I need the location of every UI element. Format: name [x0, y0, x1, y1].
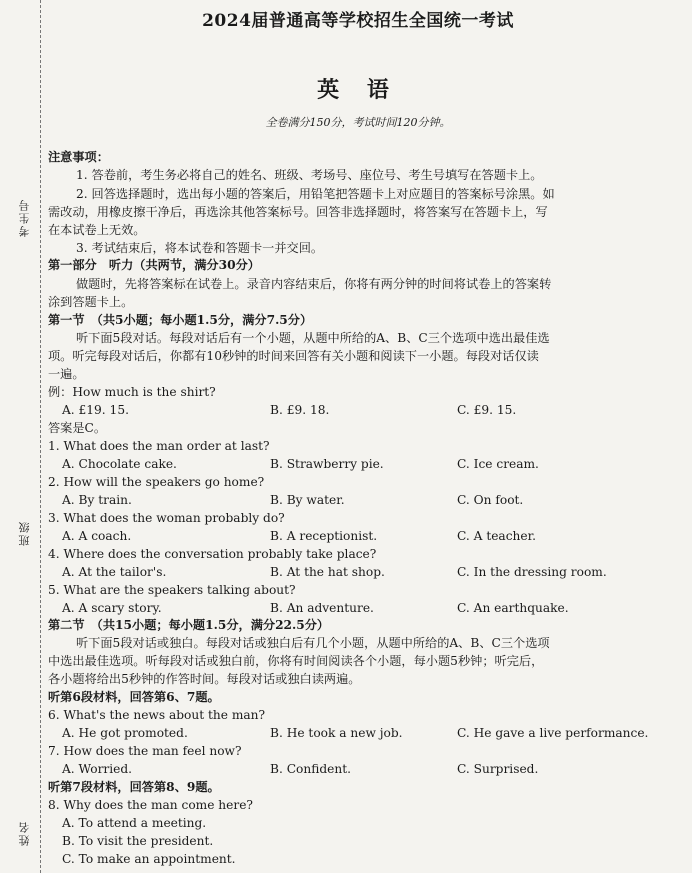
question-1-option-a: A. Chocolate cake. — [62, 457, 177, 471]
section1-heading: 第一节 （共5小题；每小题1.5分，满分7.5分） — [48, 313, 313, 327]
question-5: 5. What are the speakers talking about? — [48, 583, 296, 597]
question-4-option-b: B. At the hat shop. — [270, 565, 385, 579]
note-item: 1. 答卷前，考生务必将自己的姓名、班级、考场号、座位号、考生号填写在答题卡上。 — [76, 168, 543, 182]
exam-title: 2024届普通高等学校招生全国统一考试 — [202, 11, 514, 31]
question-3-option-a: A. A coach. — [62, 529, 132, 543]
question-8: 8. Why does the man come here? — [48, 798, 253, 812]
question-3-option-b: B. A receptionist. — [270, 529, 378, 543]
part1-heading: 第一部分 听力（共两节，满分30分） — [48, 258, 260, 272]
question-7-option-a: A. Worried. — [62, 762, 133, 776]
material-7-heading: 听第7段材料，回答第8、9题。 — [48, 780, 220, 794]
question-4: 4. Where does the conversation probably take place? — [48, 547, 377, 561]
example-option-c: C. £9. 15. — [457, 403, 517, 417]
question-6-option-b: B. He took a new job. — [270, 726, 403, 740]
section2-instructions: 听下面5段对话或独白。每段对话或独白后有几个小题，从题中所给的A、B、C三个选项 — [76, 636, 550, 650]
example-option-b: B. £9. 18. — [270, 403, 330, 417]
example-option-a: A. £19. 15. — [62, 403, 129, 417]
question-2: 2. How will the speakers go home? — [48, 475, 265, 489]
question-1-option-b: B. Strawberry pie. — [270, 457, 384, 471]
score-info: 全卷满分150分，考试时间120分钟。 — [265, 116, 451, 129]
note-item: 3. 考试结束后，将本试卷和答题卡一并交回。 — [76, 241, 324, 255]
question-5-option-b: B. An adventure. — [270, 601, 374, 615]
notes-heading: 注意事项： — [48, 150, 109, 164]
question-1: 1. What does the man order at last? — [48, 439, 270, 453]
question-8-option-a: A. To attend a meeting. — [62, 816, 207, 830]
subject-title: 英 语 — [317, 77, 399, 103]
question-4-option-a: A. At the tailor's. — [62, 565, 167, 579]
question-3: 3. What does the woman probably do? — [48, 511, 285, 525]
question-7: 7. How does the man feel now? — [48, 744, 242, 758]
question-7-option-b: B. Confident. — [270, 762, 351, 776]
question-4-option-c: C. In the dressing room. — [457, 565, 607, 579]
binding-margin-line — [40, 0, 41, 873]
question-2-option-a: A. By train. — [62, 493, 132, 507]
part1-intro: 涂到答题卡上。 — [48, 295, 134, 309]
question-3-option-c: C. A teacher. — [457, 529, 536, 543]
question-2-option-b: B. By water. — [270, 493, 345, 507]
name-label: 姓名 — [18, 820, 31, 846]
example-answer: 答案是C。 — [48, 421, 107, 435]
section1-instructions: 项。听完每段对话后，你都有10秒钟的时间来回答有关小题和阅读下一小题。每段对话仅读 — [48, 349, 539, 363]
section1-instructions: 一遍。 — [48, 367, 85, 381]
note-item: 在本试卷上无效。 — [48, 223, 146, 237]
class-label: 班级 — [18, 520, 31, 546]
section2-heading: 第二节 （共15小题；每小题1.5分，满分22.5分） — [48, 618, 330, 632]
section2-instructions: 中选出最佳选项。听每段对话或独白前，你将有时间阅读各个小题，每小题5秒钟；听完后， — [48, 654, 544, 668]
example-question: 例：How much is the shirt? — [48, 385, 216, 399]
question-8-option-b: B. To visit the president. — [62, 834, 214, 848]
question-8-option-c: C. To make an appointment. — [62, 852, 236, 866]
question-2-option-c: C. On foot. — [457, 493, 524, 507]
question-7-option-c: C. Surprised. — [457, 762, 539, 776]
question-6: 6. What's the news about the man? — [48, 708, 266, 722]
question-5-option-a: A. A scary story. — [62, 601, 162, 615]
part1-intro: 做题时，先将答案标在试卷上。录音内容结束后，你将有两分钟的时间将试卷上的答案转 — [76, 277, 552, 291]
section2-instructions: 各小题将给出5秒钟的作答时间。每段对话或独白读两遍。 — [48, 672, 361, 686]
note-item: 2. 回答选择题时，选出每小题的答案后，用铅笔把答题卡上对应题目的答案标号涂黑。如 — [76, 187, 555, 201]
note-item: 需改动，用橡皮擦干净后，再选涂其他答案标号。回答非选择题时，将答案写在答题卡上，写 — [48, 205, 548, 219]
question-1-option-c: C. Ice cream. — [457, 457, 539, 471]
question-5-option-c: C. An earthquake. — [457, 601, 569, 615]
question-6-option-c: C. He gave a live performance. — [457, 726, 649, 740]
question-6-option-a: A. He got promoted. — [62, 726, 188, 740]
section1-instructions: 听下面5段对话。每段对话后有一个小题，从题中所给的A、B、C三个选项中选出最佳选 — [76, 331, 550, 345]
material-6-heading: 听第6段材料，回答第6、7题。 — [48, 690, 220, 704]
exam-number-label: 考生号 — [18, 198, 31, 237]
